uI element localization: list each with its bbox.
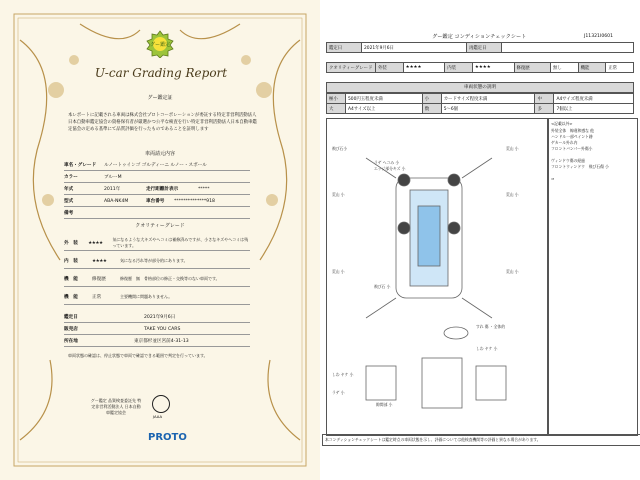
quality-stars: ★★★★ (88, 240, 103, 246)
year-value: 2011年 (104, 187, 121, 192)
quality-row-interior (64, 254, 250, 269)
svg-text:荒山 小: 荒山 小 (506, 192, 519, 197)
mileage-label: 走行距離計表示 (146, 187, 179, 192)
svg-text:飛び石小: 飛び石小 (332, 146, 348, 151)
function-value: 正常 (606, 63, 634, 73)
shop-row (64, 324, 250, 335)
quality-text: 修復歴 無 骨格部位の修正・交換等のない車両です。 (120, 276, 220, 281)
report-title: U-car Grading Report (94, 66, 228, 80)
quality-value: 正常 (92, 295, 102, 300)
svg-text:しわ ヤケ 小: しわ ヤケ 小 (332, 372, 354, 377)
year-row (64, 184, 250, 195)
document-number: J11321I0601 (584, 34, 614, 39)
quality-label: 機 能 (64, 295, 78, 300)
svg-text:グー鑑定: グー鑑定 (149, 42, 171, 48)
quality-row-exterior (64, 236, 250, 251)
mileage-value: ***** (198, 186, 210, 192)
interior-stars: ★★★★ (472, 63, 514, 73)
date-label: 鑑定日 (327, 43, 362, 53)
legend-key: 数 (422, 104, 441, 114)
legend-key: 多 (535, 104, 554, 114)
date-row (64, 312, 250, 323)
quality-text: 主要機関に問題ありません。 (120, 294, 173, 299)
note-label: 備考 (64, 211, 74, 216)
note-row (64, 208, 250, 219)
interior-label: 内装 (445, 63, 473, 73)
grade-label: クオリティーグレード (327, 63, 376, 73)
date-value: 2021年9月6日 (362, 43, 467, 53)
condition-check-sheet (322, 0, 640, 480)
address-row (64, 336, 250, 347)
color-label: カラー (64, 175, 78, 180)
date-table (326, 42, 634, 53)
inspection-org-text: グー鑑定 品質検査委託先 特定非営利活動法人 日本自動車鑑定協会 (90, 398, 142, 415)
svg-text:エッジ部分キズ 小: エッジ部分キズ 小 (374, 166, 406, 171)
address-value: 東京都杉並区宮前4-31-13 (134, 339, 189, 344)
svg-text:荒山 小: 荒山 小 (332, 192, 345, 197)
color-value: ブルーM (104, 175, 122, 180)
legend-value: 7個以上 (554, 104, 634, 114)
date-label: 鑑定日 (64, 315, 78, 320)
svg-text:荒山 小: 荒山 小 (332, 269, 345, 274)
quality-label: 機 能 (64, 277, 78, 282)
quality-label: 内 装 (64, 259, 78, 264)
quality-text: 気になる汚れ等が部分的にあります。 (120, 258, 188, 263)
legend-value: A4サイズ程度未満 (554, 94, 634, 104)
shop-value: TAKE YOU CARS (144, 326, 181, 332)
address-label: 所在地 (64, 339, 78, 344)
vehicle-diagram (326, 118, 546, 434)
reinspect-value (502, 43, 634, 53)
repair-value: 無し (550, 63, 578, 73)
exterior-label: 外装 (376, 63, 404, 73)
color-row (64, 172, 250, 183)
notice-text: 車両状態の確認は、停止状態で車両で確認できる範囲で判定を行っています。 (68, 353, 208, 358)
intro-text: 本レポートに記載される車両は株式会社プロトコーポレーションが委託する特定非営利活動法人日本自動車鑑定協会の資格保有者が厳選かつ公平な検査を行い特定非営利活動法人日本自動車鑑定協会の定める基準にて品質評価を行ったものであることを証明します (68, 113, 257, 132)
report-subtitle: グー鑑定証 (147, 95, 173, 101)
legend-key: 小 (422, 94, 441, 104)
legend-value: A4サイズ以上 (346, 104, 423, 114)
svg-text:飛び石 小: 飛び石 小 (374, 284, 391, 289)
legend-key: 極小 (327, 94, 346, 104)
state-header: 車両状態の説明 (326, 82, 634, 93)
svg-text:荒山 小: 荒山 小 (506, 269, 519, 274)
chassis-label: 車台番号 (146, 199, 165, 204)
quality-label: 外 装 (64, 241, 78, 246)
legend-value: カードサイズ程度未満 (441, 94, 535, 104)
svg-text:すれ 傷 ・全体的: すれ 傷 ・全体的 (476, 324, 505, 329)
svg-text:ラゲ ヘコみ 小: ラゲ ヘコみ 小 (374, 160, 400, 165)
quality-stars: ★★★★ (92, 258, 107, 264)
svg-text:しわ ヤケ 小: しわ ヤケ 小 (476, 346, 498, 351)
model-row (64, 196, 250, 207)
vehicle-section-heading: 車両請元内容 (144, 151, 175, 157)
year-label: 年式 (64, 187, 74, 192)
quality-row-repair (64, 272, 250, 287)
sheet-title: グー鑑定 コンディションチェックシート (432, 34, 527, 40)
vehicle-name-value: ルノートゥインゴ ゴルディーニ ルノー・スポール (104, 163, 207, 168)
legend-key: 大 (327, 104, 346, 114)
notes-label: <記載以外> (551, 121, 573, 126)
quality-value: 修復歴 (92, 277, 106, 282)
legend-value: 500円玉程度未満 (346, 94, 423, 104)
quality-section-heading: クオリティーグレード (135, 223, 185, 229)
shop-label: 販売店 (64, 327, 78, 332)
proto-logo: PROTO (148, 432, 187, 443)
svg-text:隙間部 小: 隙間部 小 (376, 402, 393, 407)
quality-row-function (64, 290, 250, 305)
date-value: 2021年9月6日 (144, 315, 176, 320)
grade-table (326, 62, 634, 73)
legend-table (326, 93, 634, 114)
notes-content: 外装全体 線違和感な 他 ハンドル一部ペイント跡 ゲカール外れ内 フロントバンパー外傷小 ヴィンドウ傷の経過 フロントウィンドウ 飛び石傷 小 ⇒ (551, 128, 609, 181)
legend-key: 中 (535, 94, 554, 104)
jaaa-logo: JAAA (152, 395, 170, 413)
reinspect-label: 再鑑定日 (467, 43, 502, 53)
chassis-value: **************918 (174, 198, 215, 204)
model-label: 型式 (64, 199, 74, 204)
goo-kantei-logo (146, 30, 174, 58)
vehicle-name-label: 車名・グレード (64, 163, 97, 168)
svg-text:ラゲ 小: ラゲ 小 (332, 390, 345, 395)
repair-label: 修復歴 (514, 63, 550, 73)
model-value: ABA-NK4M (104, 198, 129, 204)
quality-text: 気になるような大キズやヘコミは補修済みですが、小さなキズやヘコミは残っています。 (112, 237, 249, 248)
legend-value: 5～6個 (441, 104, 535, 114)
vehicle-name-row (64, 160, 250, 171)
exterior-stars: ★★★★ (403, 63, 445, 73)
function-label: 機能 (578, 63, 606, 73)
svg-text:荒山 小: 荒山 小 (506, 146, 519, 151)
sheet-footer: 本コンディションチェックシートは鑑定時点の車両状態を示し、評価については他検査機関等の評価と異なる場合があります。 (322, 434, 640, 446)
